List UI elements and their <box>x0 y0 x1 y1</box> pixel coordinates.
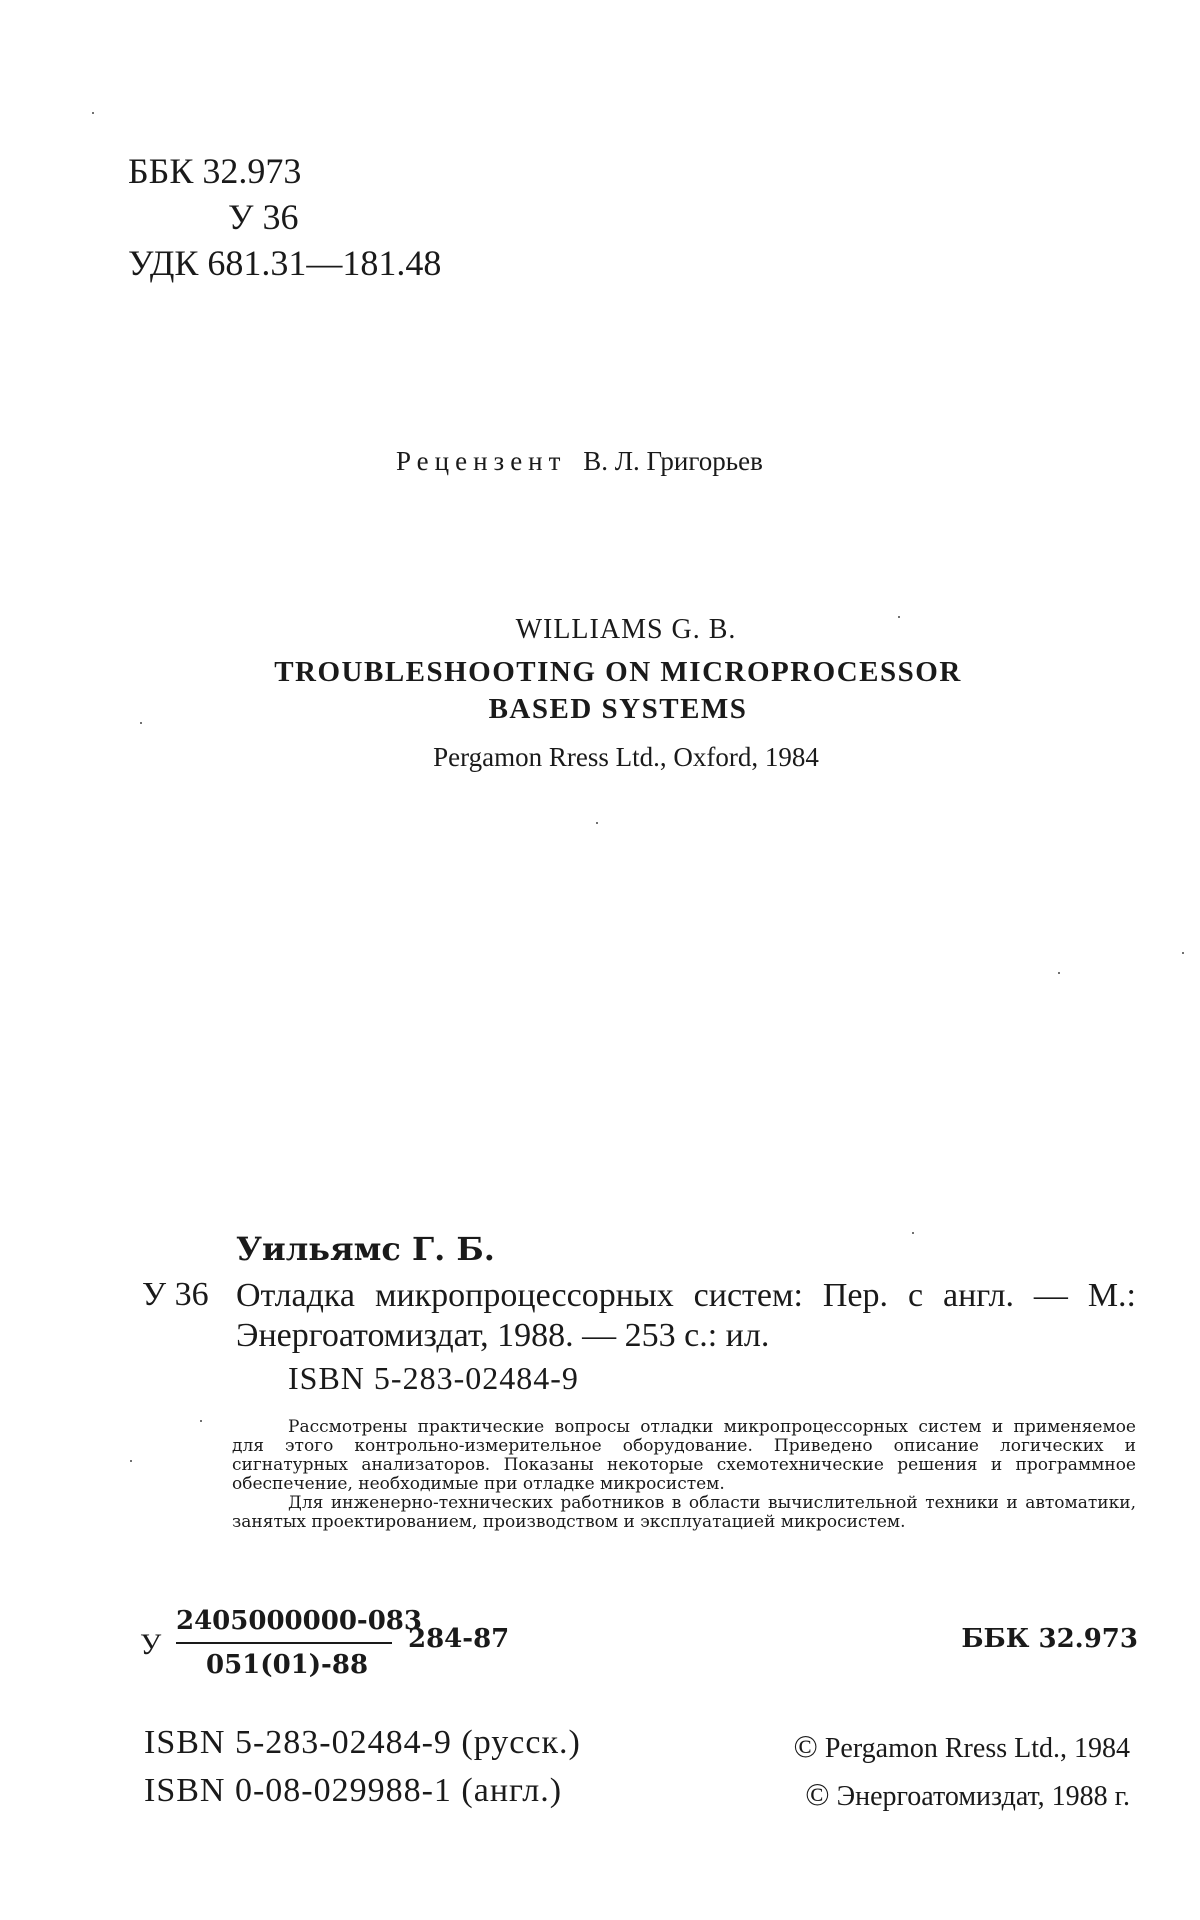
isbn-english: ISBN 0-08-029988-1 (англ.) <box>144 1772 563 1809</box>
code-numerator: 2405000000-083 <box>176 1606 422 1636</box>
copyright-translation-text: Энергоатомиздат, 1988 г. <box>836 1781 1130 1812</box>
udk-classification: УДК 681.31—181.48 <box>128 243 442 283</box>
reviewer-label: Рецензент <box>396 446 567 476</box>
reviewer-name: В. Л. Григорьев <box>583 446 763 476</box>
code-number: 284-87 <box>408 1624 510 1654</box>
code-denominator: 051(01)-88 <box>206 1650 369 1680</box>
copyright-original-text: Pergamon Rress Ltd., 1984 <box>824 1733 1130 1764</box>
original-publisher: Pergamon Rress Ltd., Oxford, 1984 <box>433 742 819 772</box>
scan-speck <box>596 822 598 824</box>
isbn-russian: ISBN 5-283-02484-9 (русск.) <box>144 1724 581 1761</box>
original-title-line-1: TROUBLESHOOTING ON MICROPROCESSOR <box>274 656 962 688</box>
scan-speck <box>200 1420 202 1422</box>
card-abstract <box>232 1418 1136 1532</box>
copyright-icon: © <box>793 1728 818 1764</box>
scan-speck <box>130 1460 132 1462</box>
copyright-original <box>794 1728 1130 1765</box>
scan-speck <box>1182 952 1184 954</box>
code-fraction-line <box>176 1642 392 1644</box>
original-title-line-2: BASED SYSTEMS <box>488 693 748 725</box>
reviewer-line <box>396 446 763 477</box>
scan-speck <box>912 1232 914 1234</box>
card-author-heading: Уильямс Г. Б. <box>236 1230 495 1268</box>
copyright-translation <box>805 1776 1130 1813</box>
author-mark: У 36 <box>228 197 299 237</box>
scan-speck <box>92 112 94 114</box>
copyright-icon: © <box>805 1776 830 1812</box>
original-author: WILLIAMS G. B. <box>515 614 737 645</box>
abstract-paragraph-2: Для инженерно-технических работников в области вычислительной техники и автоматики, занятых проектированием, производством и эксплуатацией микросистем. <box>232 1493 1136 1532</box>
code-letter: У <box>140 1628 162 1661</box>
card-index: У 36 <box>142 1276 209 1313</box>
bottom-bbk: ББК 32.973 <box>961 1624 1138 1654</box>
card-description: Отладка микропроцессорных систем: Пер. с англ. — М.: Энергоатомиздат, 1988. — 253 с.: ил. <box>236 1277 1136 1354</box>
card-isbn: ISBN 5-283-02484-9 <box>288 1360 579 1396</box>
abstract-paragraph-1: Рассмотрены практические вопросы отладки микропроцессорных систем и применяемое для этого контрольно-измерительное оборудование. Приведено описание логических и сигнатурных анализаторов. Показаны некоторые схемотехнические решения и программное обеспечение, необходимые при отладке микросистем. <box>232 1417 1136 1494</box>
scan-speck <box>1058 972 1060 974</box>
bbk-classification: ББК 32.973 <box>128 151 302 191</box>
